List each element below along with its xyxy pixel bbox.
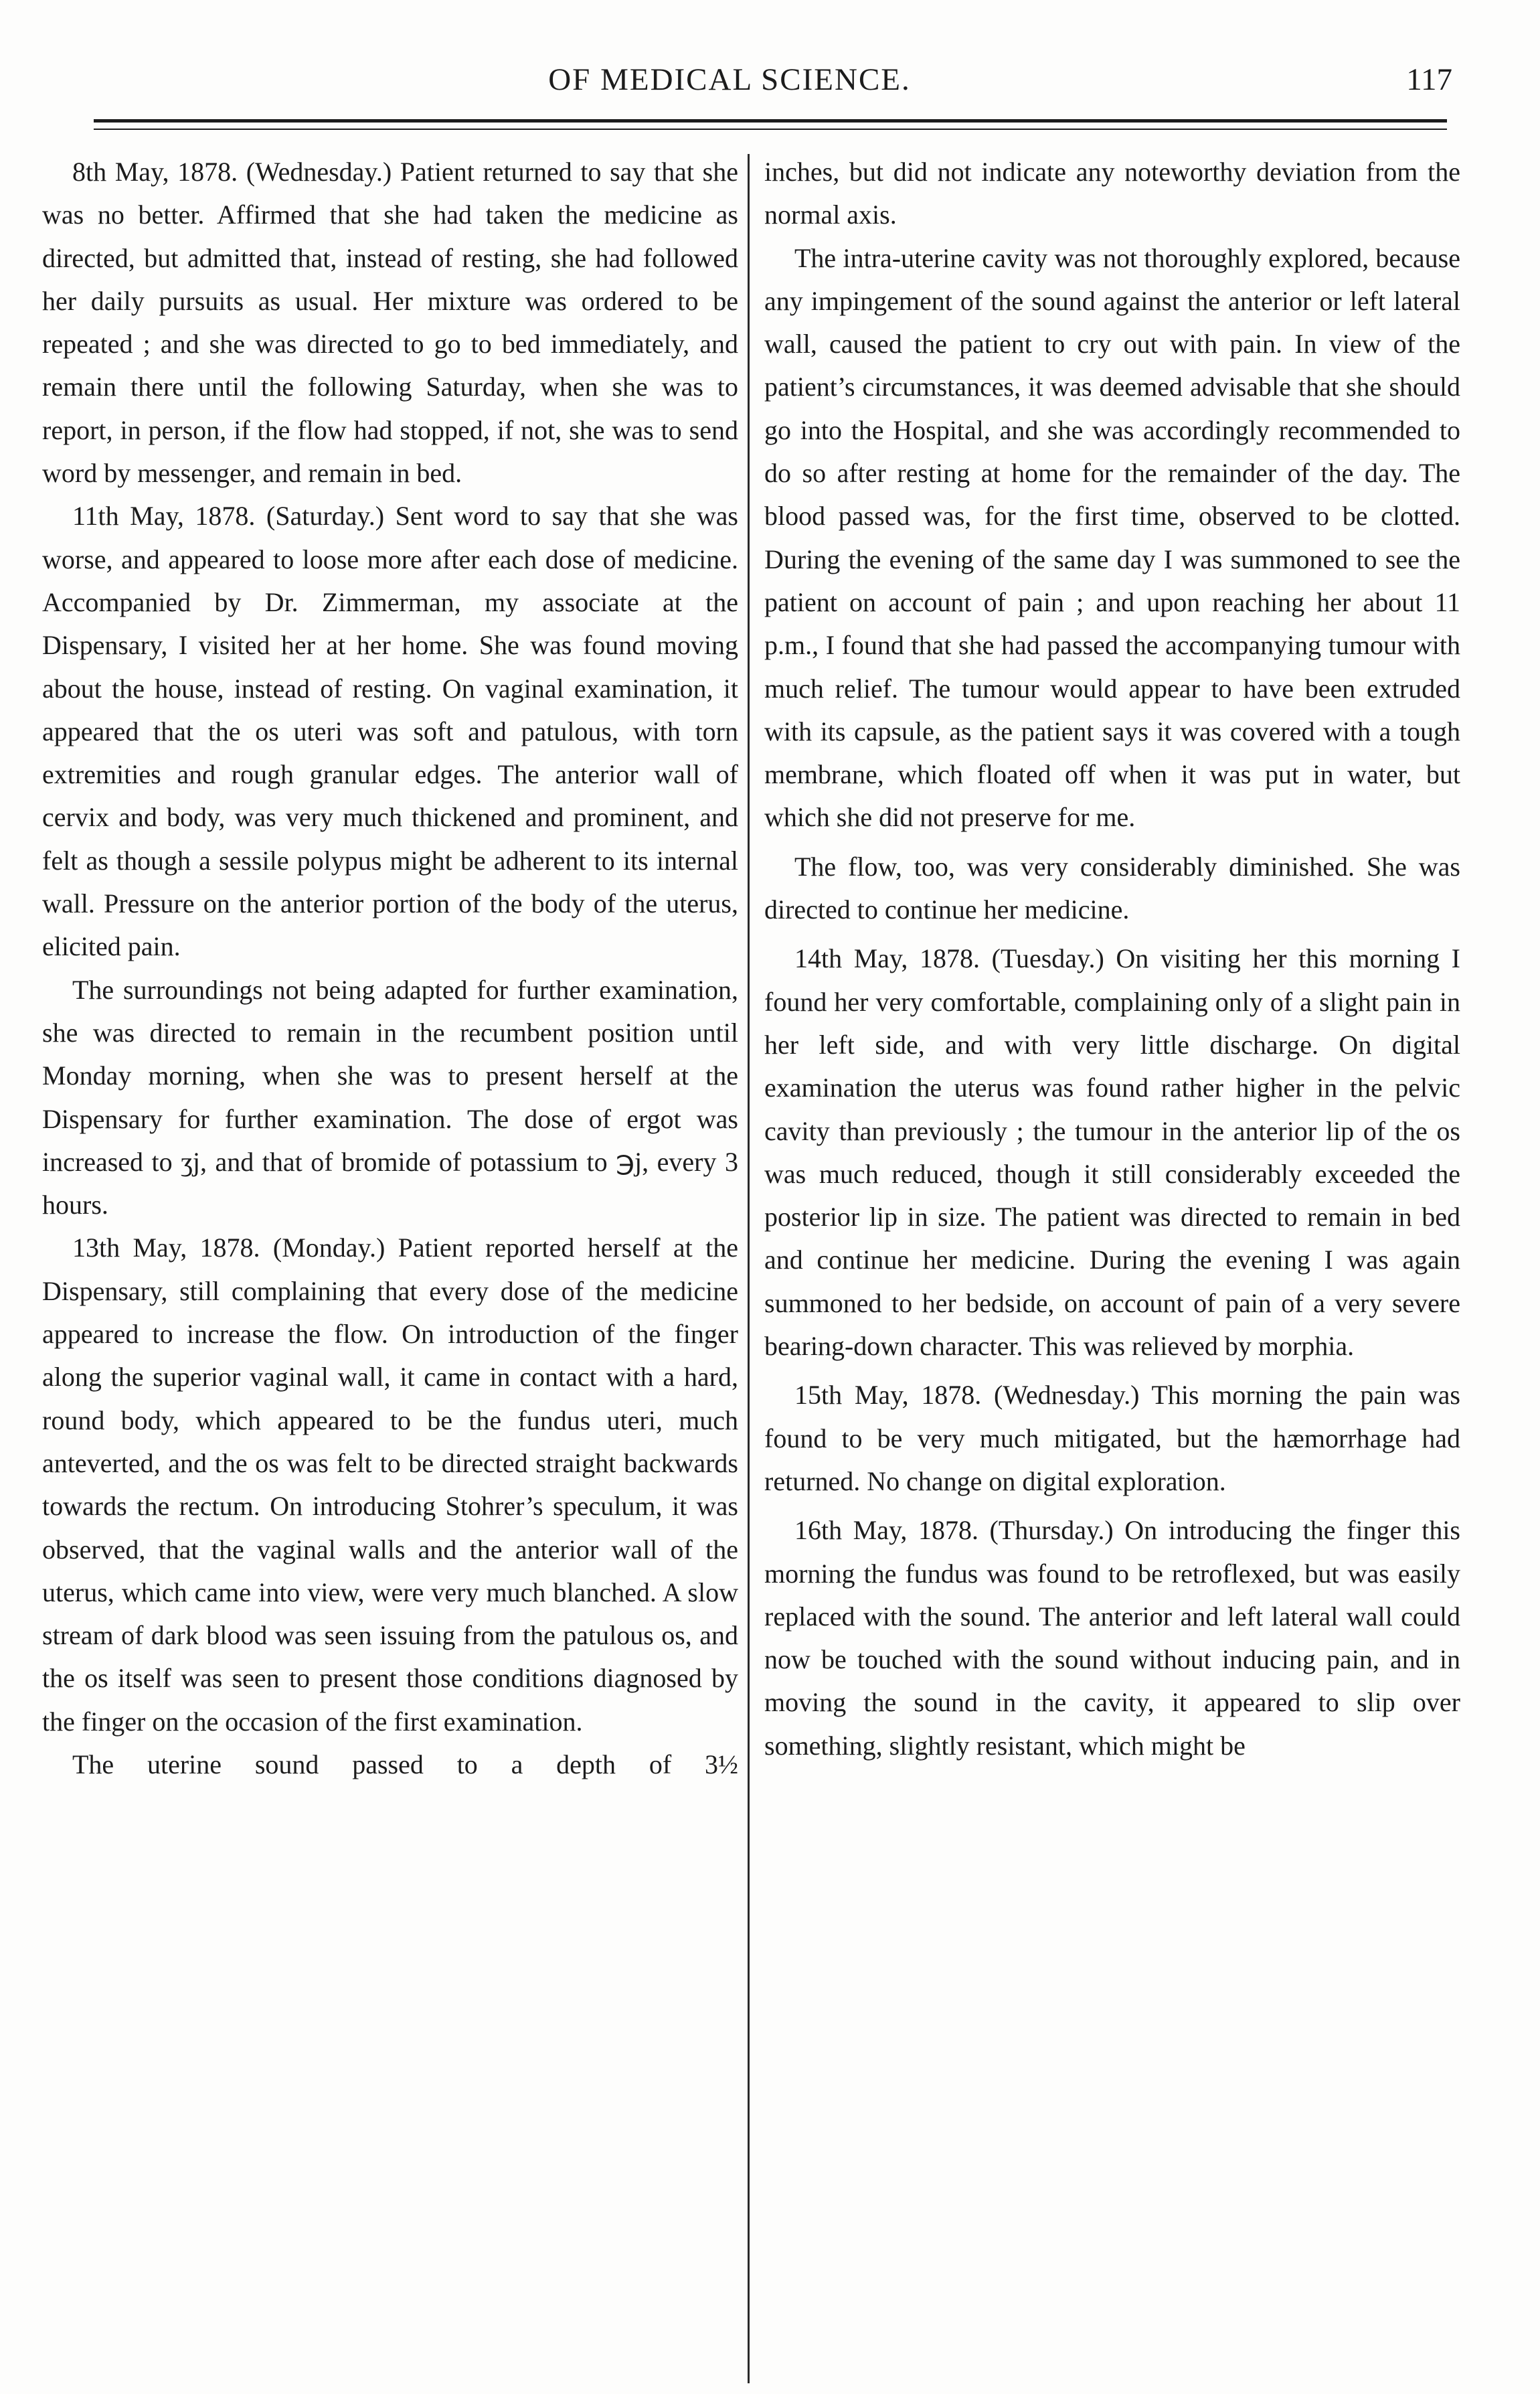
paragraph-may-14: 14th May, 1878. (Tuesday.) On visiting her this morning I found her very comfortable, complaining only of a slight pain in her left side, and with very little discharge. On digital examination the uterus was found rather higher in the pelvic cavity than previously ; the tumour in the anterior lip of the os was much reduced, though it still considerably exceeded the posterior lip in size. The patient was directed to remain in bed and continue her medicine. During the evening I was again summoned to her bedside, on account of pain of a very severe bearing-down character. This was relieved by morphia. (764, 943, 1460, 1362)
paragraph-may-13: 13th May, 1878. (Monday.) Patient reported herself at the Dispensary, still complaining that every dose of the medicine appeared to increase the flow. On introduction of the finger along the superior vaginal wall, it came in contact with a hard, round body, which appeared to be the fundus uteri, much anteverted, and the os was felt to be directed straight backwards towards the rectum. On introducing Stohrer’s speculum, it was observed, that the vaginal walls and the anterior wall of the uterus, which came into view, were very much blanched. A slow stream of dark blood was seen issuing from the patulous os, and the os itself was seen to present those conditions diagnosed by the finger on the occasion of the first examination. (42, 1232, 738, 1737)
right-column (764, 151, 1460, 1767)
page-header (0, 62, 1540, 122)
paragraph-intra-uterine: The intra-uterine cavity was not thoroughly explored, because any impingement of the sound against the anterior or left lateral wall, caused the patient to cry out with pain. In view of the patient’s circumstances, it was deemed advisable that she should go into the Hospital, and she was accordingly recommended to do so after resting at home for the remainder of the day. The blood passed was, for the first time, observed to be clotted. During the evening of the same day I was summoned to see the patient on account of pain ; and upon reaching her about 11 p.m., I found that she had passed the accompanying tumour with much relief. The tumour would appear to have been extruded with its capsule, as the patient says it was covered with a tough membrane, which floated off when it was put in water, but which she did not preserve for me. (764, 242, 1460, 833)
header-rule-thin (94, 129, 1447, 130)
page-number: 117 (1406, 62, 1452, 97)
paragraph-uterine-sound: The uterine sound passed to a depth of 3½ (72, 1749, 738, 1779)
paragraph-may-11: 11th May, 1878. (Saturday.) Sent word to say that she was worse, and appeared to loose more after each dose of medicine. Accompanied by Dr. Zimmerman, my associate at the Dispensary, I visited her at her home. She was found moving about the house, instead of resting. On vaginal examination, it appeared that the os uteri was soft and patulous, with torn extremities and rough granular edges. The anterior wall of cervix and body, was very much thickened and prominent, and felt as though a sessile polypus might be adherent to its internal wall. Pressure on the anterior portion of the body of the uterus, elicited pain. (42, 501, 738, 962)
column-divider (748, 154, 750, 2383)
paragraph-may-8: 8th May, 1878. (Wednesday.) Patient returned to say that she was no better. Affirmed that she had taken the medicine as directed, but admitted that, instead of resting, she had followed her daily pursuits as usual. Her mixture was ordered to be repeated ; and she was directed to go to bed immediately, and remain there until the following Saturday, when she was to report, in person, if the flow had stopped, if not, she was to send word by messenger, and remain in bed. (42, 157, 738, 489)
running-head: OF MEDICAL SCIENCE. (548, 62, 911, 97)
paragraph-may-16: 16th May, 1878. (Thursday.) On introducing the finger this morning the fundus was found to be retroflexed, but was easily replaced with the sound. The anterior and left lateral wall could now be touched with the sound without inducing pain, and in moving the sound in the cavity, it appeared to slip over something, slightly resistant, which might be (764, 1515, 1460, 1761)
paragraph-continuation: inches, but did not indicate any noteworthy deviation from the normal axis. (764, 157, 1460, 230)
left-column (42, 151, 738, 1786)
paragraph-flow: The flow, too, was very considerably diminished. She was directed to continue her medicine. (764, 851, 1460, 925)
paragraph-may-15: 15th May, 1878. (Wednesday.) This morning the pain was found to be very much mitigated, but the hæmorrhage had returned. No change on digital exploration. (764, 1380, 1460, 1496)
header-rule-thick (94, 119, 1447, 123)
paragraph-surroundings: The surroundings not being adapted for further examination, she was directed to remain in the recumbent position until Monday morning, when she was to present herself at the Dispensary for further examination. The dose of ergot was increased to ʒj, and that of bromide of potassium to ℈j, every 3 hours. (42, 974, 738, 1220)
